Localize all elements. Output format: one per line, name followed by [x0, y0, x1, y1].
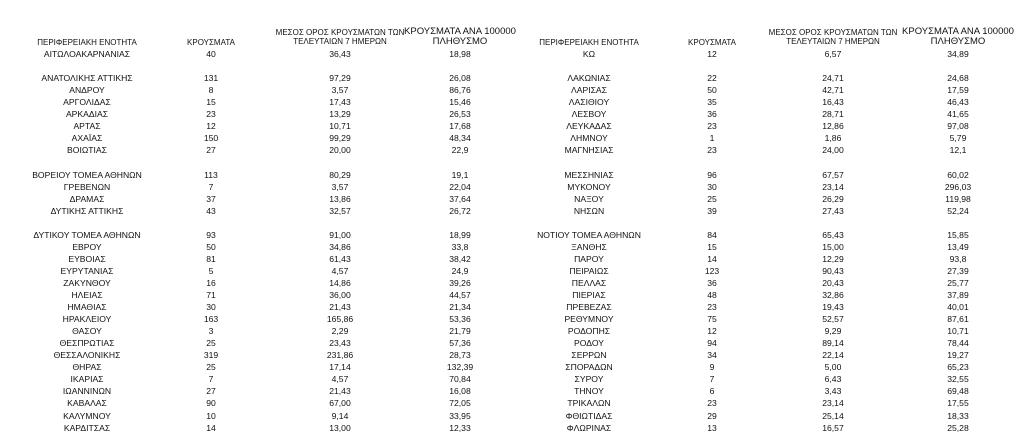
- table-row: [0, 313, 1024, 325]
- per-cell: 86,76: [449, 85, 471, 96]
- avg-cell: 10,71: [329, 121, 351, 132]
- region-cell: ΕΒΡΟΥ: [72, 241, 102, 252]
- avg-cell: 1,86: [824, 133, 842, 144]
- cases-cell: 25: [206, 338, 216, 349]
- cases-cell: 36: [707, 109, 717, 120]
- right-header-avg-line1: ΜΕΣΟΣ ΟΡΟΣ ΚΡΟΥΣΜΑΤΩΝ ΤΩΝ: [768, 28, 898, 37]
- per-cell: 46,43: [947, 97, 969, 108]
- cases-cell: 9: [709, 362, 715, 373]
- per-cell: 24,68: [947, 73, 969, 84]
- cases-cell: 75: [707, 314, 717, 325]
- region-cell: ΠΑΡΟΥ: [574, 253, 604, 264]
- avg-cell: 23,43: [329, 338, 351, 349]
- avg-cell: 4,57: [331, 265, 349, 276]
- table-row: [0, 193, 1024, 205]
- table-row: [0, 72, 1024, 84]
- avg-cell: 90,43: [822, 265, 844, 276]
- cases-cell: 12: [707, 49, 717, 59]
- cases-cell: 50: [206, 241, 216, 252]
- region-cell: ΛΑΡΙΣΑΣ: [571, 85, 607, 96]
- cases-cell: 131: [203, 73, 219, 84]
- cases-cell: 37: [206, 193, 216, 204]
- cases-cell: 29: [707, 410, 717, 421]
- per-cell: 28,73: [449, 350, 471, 361]
- avg-cell: 5,00: [824, 362, 842, 373]
- avg-cell: 36,00: [329, 290, 351, 300]
- per-cell: 78,44: [947, 338, 969, 349]
- cases-cell: 30: [206, 302, 216, 313]
- right-header-cases: ΚΡΟΥΣΜΑΤΑ: [688, 38, 736, 47]
- avg-cell: 97,29: [329, 73, 351, 84]
- avg-cell: 99,29: [329, 133, 351, 144]
- avg-cell: 25,14: [822, 410, 844, 421]
- right-header-per-line2: ΠΛΗΘΥΣΜΟ: [930, 36, 986, 47]
- avg-cell: 20,00: [329, 145, 351, 156]
- region-cell: ΒΟΡΕΙΟΥ ΤΟΜΕΑ ΑΘΗΝΩΝ: [32, 169, 142, 180]
- avg-cell: 27,43: [822, 205, 844, 216]
- avg-cell: 42,71: [822, 85, 844, 96]
- avg-cell: 12,29: [822, 253, 844, 264]
- per-cell: 32,55: [947, 374, 969, 385]
- avg-cell: 80,29: [329, 169, 351, 180]
- avg-cell: 89,14: [822, 338, 844, 349]
- table-row: [0, 397, 1024, 409]
- avg-cell: 24,00: [822, 145, 844, 156]
- avg-cell: 14,86: [329, 277, 351, 288]
- region-cell: ΑΙΤΩΛΟΑΚΑΡΝΑΝΙΑΣ: [43, 49, 131, 59]
- avg-cell: 6,43: [824, 374, 842, 385]
- cases-cell: 23: [707, 145, 717, 156]
- table-row: [0, 422, 1024, 434]
- region-cell: ΠΕΛΛΑΣ: [571, 277, 607, 288]
- avg-cell: 17,14: [329, 362, 351, 373]
- avg-cell: 4,57: [331, 374, 349, 385]
- per-cell: 60,02: [947, 169, 969, 180]
- avg-cell: 3,57: [331, 85, 349, 96]
- region-cell: ΚΑΡΔΙΤΣΑΣ: [63, 422, 111, 433]
- cases-cell: 35: [707, 97, 717, 108]
- region-cell: ΔΥΤΙΚΗΣ ΑΤΤΙΚΗΣ: [50, 205, 124, 216]
- table-row: [0, 205, 1024, 217]
- region-cell: ΣΕΡΡΩΝ: [571, 350, 607, 361]
- cases-cell: 150: [203, 133, 219, 144]
- table-row: [0, 410, 1024, 422]
- avg-cell: 28,71: [822, 109, 844, 120]
- cases-cell: 34: [707, 350, 717, 361]
- region-cell: ΘΗΡΑΣ: [72, 362, 102, 373]
- cases-cell: 15: [707, 241, 717, 252]
- cases-cell: 71: [206, 290, 216, 300]
- cases-cell: 23: [707, 398, 717, 409]
- avg-cell: 16,57: [822, 422, 844, 433]
- region-cell: ΝΟΤΙΟΥ ΤΟΜΕΑ ΑΘΗΝΩΝ: [537, 229, 641, 240]
- region-cell: ΠΕΙΡΑΙΩΣ: [569, 265, 609, 276]
- region-cell: ΚΑΒΑΛΑΣ: [67, 398, 107, 409]
- table-row: [0, 337, 1024, 349]
- region-cell: ΠΡΕΒΕΖΑΣ: [566, 302, 612, 313]
- region-cell: ΑΡΤΑΣ: [73, 121, 101, 132]
- per-cell: 53,36: [449, 314, 471, 325]
- region-cell: ΝΗΣΩΝ: [573, 205, 605, 216]
- right-header-region: ΠΕΡΙΦΕΡΕΙΑΚΗ ΕΝΟΤΗΤΑ: [539, 38, 639, 47]
- region-cell: ΘΕΣΠΡΩΤΙΑΣ: [59, 338, 115, 349]
- table-row: [0, 373, 1024, 385]
- per-cell: 40,01: [947, 302, 969, 313]
- region-cell: ΛΕΣΒΟΥ: [571, 109, 607, 120]
- cases-cell: 1: [709, 133, 715, 144]
- left-header-avg-line2: ΤΕΛΕΥΤΑΙΩΝ 7 ΗΜΕΡΩΝ: [293, 37, 387, 46]
- avg-cell: 13,29: [329, 109, 351, 120]
- per-cell: 24,9: [451, 265, 469, 276]
- table-row: [0, 301, 1024, 313]
- table-row: [0, 169, 1024, 181]
- cases-cell: 96: [707, 169, 717, 180]
- region-cell: ΣΠΟΡΑΔΩΝ: [565, 362, 613, 373]
- region-cell: ΘΑΣΟΥ: [72, 326, 102, 337]
- per-cell: 17,59: [947, 85, 969, 96]
- per-cell: 22,9: [451, 145, 469, 156]
- per-cell: 18,33: [947, 410, 969, 421]
- region-cell: ΑΝΔΡΟΥ: [69, 85, 105, 96]
- cases-cell: 94: [707, 338, 717, 349]
- region-cell: ΣΥΡΟΥ: [574, 374, 604, 385]
- avg-cell: 231,86: [326, 350, 354, 361]
- avg-cell: 9,29: [824, 326, 842, 337]
- region-cell: ΚΑΛΥΜΝΟΥ: [63, 410, 111, 421]
- table-row: [0, 144, 1024, 156]
- avg-cell: 32,57: [329, 205, 351, 216]
- avg-cell: 21,43: [329, 302, 351, 313]
- table-row: [0, 265, 1024, 277]
- cases-cell: 23: [707, 302, 717, 313]
- cases-cell: 43: [206, 205, 216, 216]
- per-cell: 38,42: [449, 253, 471, 264]
- left-header-avg-line1: ΜΕΣΟΣ ΟΡΟΣ ΚΡΟΥΣΜΑΤΩΝ ΤΩΝ: [275, 28, 405, 37]
- avg-cell: 91,00: [329, 229, 351, 240]
- per-cell: 296,03: [944, 181, 972, 192]
- per-cell: 37,64: [449, 193, 471, 204]
- avg-cell: 6,57: [824, 49, 842, 59]
- per-cell: 10,71: [947, 326, 969, 337]
- avg-cell: 61,43: [329, 253, 351, 264]
- per-cell: 26,53: [449, 109, 471, 120]
- region-cell: ΦΘΙΩΤΙΔΑΣ: [565, 410, 613, 421]
- per-cell: 70,84: [449, 374, 471, 385]
- cases-cell: 22: [707, 73, 717, 84]
- avg-cell: 67,00: [329, 398, 351, 409]
- cases-cell: 27: [206, 386, 216, 397]
- per-cell: 33,8: [451, 241, 469, 252]
- avg-cell: 3,43: [824, 386, 842, 397]
- cases-cell: 12: [707, 326, 717, 337]
- per-cell: 72,05: [449, 398, 471, 409]
- per-cell: 18,99: [449, 229, 471, 240]
- avg-cell: 13,86: [329, 193, 351, 204]
- per-cell: 18,98: [449, 49, 471, 59]
- region-cell: ΚΩ: [582, 49, 596, 59]
- cases-cell: 13: [707, 422, 717, 433]
- cases-cell: 90: [206, 398, 216, 409]
- region-cell: ΡΟΔΟΥ: [574, 338, 604, 349]
- region-cell: ΜΕΣΣΗΝΙΑΣ: [564, 169, 614, 180]
- per-cell: 65,23: [947, 362, 969, 373]
- cases-cell: 36: [707, 277, 717, 288]
- left-header-per: [400, 27, 520, 47]
- cases-cell: 7: [208, 181, 214, 192]
- cases-cell: 25: [206, 362, 216, 373]
- per-cell: 16,08: [449, 386, 471, 397]
- cases-cell: 25: [707, 193, 717, 204]
- avg-cell: 52,57: [822, 314, 844, 325]
- cases-cell: 123: [704, 265, 720, 276]
- per-cell: 37,89: [947, 290, 969, 300]
- cases-cell: 5: [208, 265, 214, 276]
- region-cell: ΤΗΝΟΥ: [574, 386, 604, 397]
- left-header-avg: [270, 28, 410, 46]
- region-cell: ΑΡΓΟΛΙΔΑΣ: [63, 97, 111, 108]
- cases-cell: 16: [206, 277, 216, 288]
- table-row: [0, 253, 1024, 265]
- avg-cell: 16,43: [822, 97, 844, 108]
- per-cell: 132,39: [446, 362, 474, 373]
- region-cell: ΑΧΑΪΑΣ: [71, 133, 103, 144]
- region-cell: ΕΥΒΟΙΑΣ: [68, 253, 106, 264]
- table-row: [0, 120, 1024, 132]
- left-header-region: ΠΕΡΙΦΕΡΕΙΑΚΗ ΕΝΟΤΗΤΑ: [37, 38, 137, 47]
- left-header-per-line2: ΠΛΗΘΥΣΜΟ: [432, 36, 488, 47]
- per-cell: 69,48: [947, 386, 969, 397]
- table-row: [0, 156, 1024, 168]
- region-cell: ΛΑΣΙΘΙΟΥ: [568, 97, 610, 108]
- table-row: [0, 289, 1024, 301]
- per-cell: 27,39: [947, 265, 969, 276]
- table-row: [0, 241, 1024, 253]
- cases-cell: 12: [206, 121, 216, 132]
- per-cell: 52,24: [947, 205, 969, 216]
- per-cell: 17,55: [947, 398, 969, 409]
- table-row: [0, 325, 1024, 337]
- right-header-per: [898, 27, 1018, 47]
- avg-cell: 17,43: [329, 97, 351, 108]
- per-cell: 44,57: [449, 290, 471, 300]
- avg-cell: 19,43: [822, 302, 844, 313]
- per-cell: 17,68: [449, 121, 471, 132]
- region-cell: ΡΕΘΥΜΝΟΥ: [564, 314, 614, 325]
- cases-cell: 319: [203, 350, 219, 361]
- per-cell: 25,77: [947, 277, 969, 288]
- left-header-cases: ΚΡΟΥΣΜΑΤΑ: [187, 38, 235, 47]
- region-cell: ΒΟΙΩΤΙΑΣ: [67, 145, 107, 156]
- table-row: [0, 96, 1024, 108]
- per-cell: 34,89: [947, 49, 969, 59]
- region-cell: ΗΡΑΚΛΕΙΟΥ: [62, 314, 112, 325]
- table-row: [0, 217, 1024, 229]
- per-cell: 5,79: [949, 133, 967, 144]
- per-cell: 21,79: [449, 326, 471, 337]
- avg-cell: 23,14: [822, 398, 844, 409]
- per-cell: 119,98: [945, 193, 971, 204]
- region-cell: ΡΟΔΟΠΗΣ: [567, 326, 611, 337]
- region-cell: ΝΑΞΟΥ: [574, 193, 604, 204]
- region-cell: ΠΙΕΡΙΑΣ: [572, 290, 606, 300]
- cases-cell: 3: [208, 326, 214, 337]
- cases-cell: 10: [206, 410, 216, 421]
- per-cell: 93,8: [949, 253, 967, 264]
- cases-cell: 8: [208, 85, 214, 96]
- table-row: [0, 108, 1024, 120]
- cases-cell: 40: [206, 49, 216, 59]
- avg-cell: 2,29: [331, 326, 349, 337]
- region-cell: ΔΥΤΙΚΟΥ ΤΟΜΕΑ ΑΘΗΝΩΝ: [33, 229, 141, 240]
- avg-cell: 67,57: [822, 169, 844, 180]
- region-cell: ΤΡΙΚΑΛΩΝ: [567, 398, 611, 409]
- per-cell: 26,72: [449, 205, 471, 216]
- cases-cell: 84: [707, 229, 717, 240]
- cases-cell: 7: [709, 374, 715, 385]
- region-cell: ΛΕΥΚΑΔΑΣ: [566, 121, 612, 132]
- cases-cell: 50: [707, 85, 717, 96]
- cases-cell: 39: [707, 205, 717, 216]
- per-cell: 22,04: [449, 181, 471, 192]
- region-cell: ΗΛΕΙΑΣ: [71, 290, 103, 300]
- per-cell: 48,34: [449, 133, 471, 144]
- per-cell: 25,28: [947, 422, 969, 433]
- per-cell: 15,46: [449, 97, 471, 108]
- avg-cell: 20,43: [822, 277, 844, 288]
- avg-cell: 12,86: [822, 121, 844, 132]
- cases-cell: 48: [707, 290, 717, 300]
- region-cell: ΛΑΚΩΝΙΑΣ: [567, 73, 611, 84]
- region-cell: ΛΗΜΝΟΥ: [570, 133, 608, 144]
- avg-cell: 22,14: [822, 350, 844, 361]
- cases-cell: 6: [709, 386, 715, 397]
- cases-cell: 15: [206, 97, 216, 108]
- table-row: [0, 181, 1024, 193]
- cases-cell: 14: [707, 253, 717, 264]
- per-cell: 12,33: [449, 422, 471, 433]
- region-cell: ΑΡΚΑΔΙΑΣ: [65, 109, 109, 120]
- table-row: [0, 48, 1024, 60]
- per-cell: 26,08: [449, 73, 471, 84]
- table-row: [0, 229, 1024, 241]
- per-cell: 15,85: [947, 229, 969, 240]
- avg-cell: 23,14: [822, 181, 844, 192]
- cases-cell: 23: [707, 121, 717, 132]
- region-cell: ΙΚΑΡΙΑΣ: [70, 374, 104, 385]
- region-cell: ΕΥΡΥΤΑΝΙΑΣ: [60, 265, 114, 276]
- region-cell: ΜΥΚΟΝΟΥ: [567, 181, 611, 192]
- region-cell: ΦΛΩΡΙΝΑΣ: [566, 422, 612, 433]
- region-cell: ΙΩΑΝΝΙΝΩΝ: [62, 386, 112, 397]
- cases-cell: 163: [203, 314, 219, 325]
- avg-cell: 165,86: [326, 314, 354, 325]
- table-row: [0, 361, 1024, 373]
- region-cell: ΞΑΝΘΗΣ: [571, 241, 607, 252]
- cases-cell: 23: [206, 109, 216, 120]
- per-cell: 19,27: [947, 350, 969, 361]
- cases-cell: 113: [204, 169, 218, 180]
- per-cell: 12,1: [949, 145, 967, 156]
- cases-cell: 14: [206, 422, 216, 433]
- avg-cell: 34,86: [329, 241, 351, 252]
- right-header-avg: [758, 28, 908, 46]
- region-cell: ΜΑΓΝΗΣΙΑΣ: [564, 145, 614, 156]
- region-cell: ΗΜΑΘΙΑΣ: [67, 302, 107, 313]
- avg-cell: 24,71: [822, 73, 844, 84]
- per-cell: 39,26: [449, 277, 471, 288]
- left-header-per-line1: ΚΡΟΥΣΜΑΤΑ ΑΝΑ 100000: [404, 26, 516, 37]
- cases-cell: 93: [206, 229, 216, 240]
- per-cell: 41,65: [947, 109, 969, 120]
- avg-cell: 36,43: [329, 49, 351, 59]
- avg-cell: 65,43: [822, 229, 844, 240]
- region-cell: ΑΝΑΤΟΛΙΚΗΣ ΑΤΤΙΚΗΣ: [41, 73, 133, 84]
- region-cell: ΓΡΕΒΕΝΩΝ: [63, 181, 111, 192]
- avg-cell: 9,14: [331, 410, 349, 421]
- table-row: [0, 277, 1024, 289]
- avg-cell: 15,00: [822, 241, 844, 252]
- cases-cell: 27: [206, 145, 216, 156]
- table-row: [0, 132, 1024, 144]
- per-cell: 19,1: [451, 169, 469, 180]
- right-header-per-line1: ΚΡΟΥΣΜΑΤΑ ΑΝΑ 100000: [902, 26, 1014, 37]
- per-cell: 21,34: [449, 302, 471, 313]
- table-row: [0, 60, 1024, 72]
- per-cell: 57,36: [449, 338, 471, 349]
- right-header-avg-line2: ΤΕΛΕΥΤΑΙΩΝ 7 ΗΜΕΡΩΝ: [786, 37, 880, 46]
- table-row: [0, 385, 1024, 397]
- per-cell: 87,61: [947, 314, 969, 325]
- avg-cell: 26,29: [822, 193, 844, 204]
- cases-cell: 30: [707, 181, 717, 192]
- avg-cell: 21,43: [329, 386, 351, 397]
- region-cell: ΖΑΚΥΝΘΟΥ: [63, 277, 111, 288]
- per-cell: 97,08: [947, 121, 969, 132]
- per-cell: 13,49: [947, 241, 969, 252]
- cases-cell: 81: [206, 253, 216, 264]
- avg-cell: 13,00: [329, 422, 351, 433]
- table-row: [0, 349, 1024, 361]
- region-cell: ΘΕΣΣΑΛΟΝΙΚΗΣ: [53, 350, 121, 361]
- cases-cell: 7: [208, 374, 214, 385]
- avg-cell: 32,86: [822, 290, 844, 300]
- region-cell: ΔΡΑΜΑΣ: [69, 193, 105, 204]
- table-row: [0, 84, 1024, 96]
- per-cell: 33,95: [449, 410, 471, 421]
- avg-cell: 3,57: [331, 181, 349, 192]
